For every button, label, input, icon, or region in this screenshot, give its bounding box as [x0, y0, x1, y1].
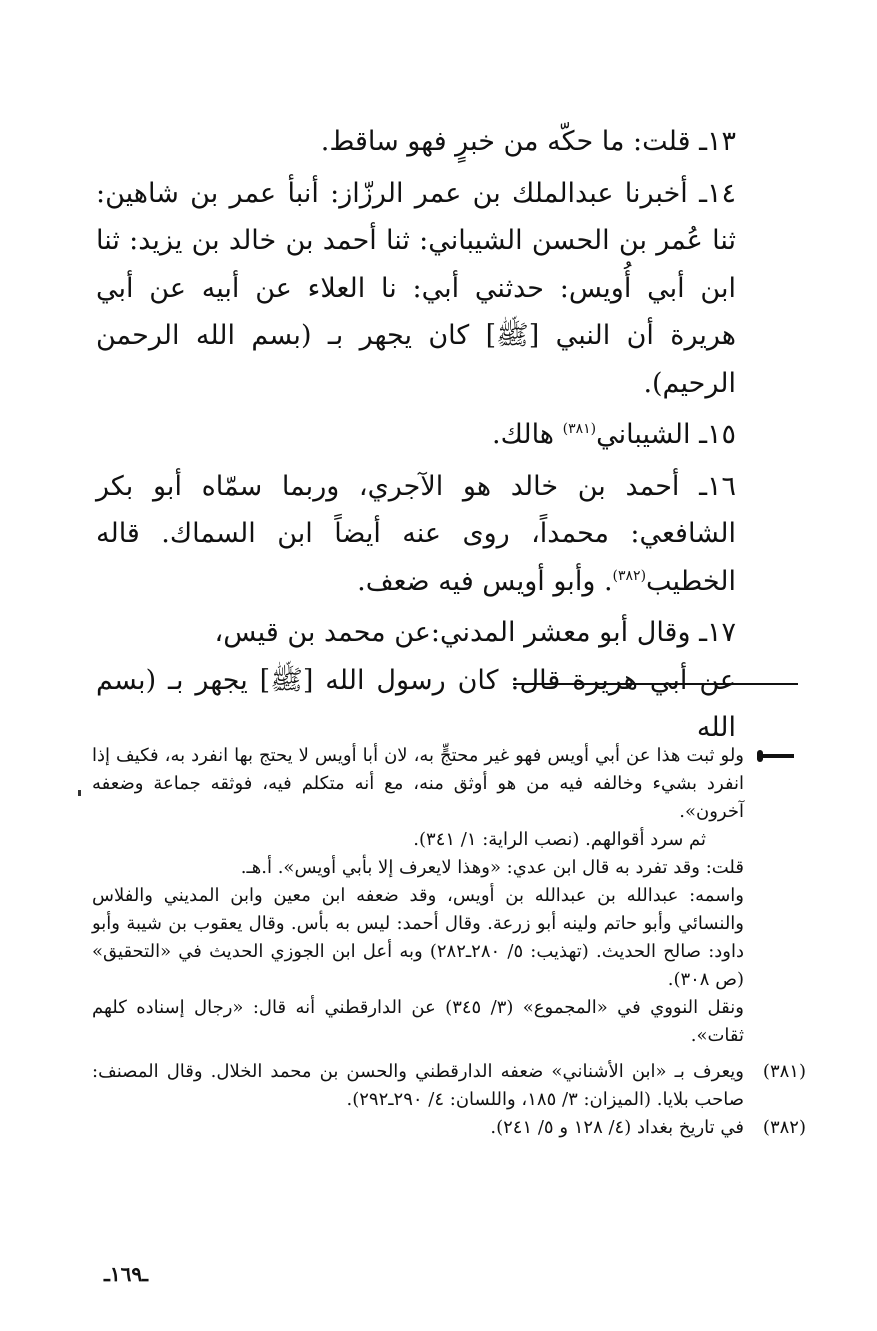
margin-mark — [78, 790, 81, 796]
page-number: ـ١٦٩ـ — [104, 1262, 148, 1286]
footnote-ref-382[interactable]: (٣٨٢) — [612, 567, 647, 584]
note-ibn-adi: قلت: وقد تفرد به قال ابن عدي: «وهذا لايعرف إلا بأبي أويس». أ.هـ. — [240, 857, 744, 878]
footnotes — [92, 742, 806, 1142]
footnote-381 — [92, 1058, 806, 1114]
paragraph-14: ١٤ـ أخبرنا عبدالملك بن عمر الرزّاز: أنبأ عمر بن شاهين: ثنا عُمر بن الحسن الشيباني: ثنا أحمد بن خالد بن يزيد: ثنا ابن أبي أُويس: حدثني أبي: نا العلاء عن أبيه عن أبي هريرة أن النبي [ﷺ] كان يجهر بـ (بسم الله الرحمن الرحيم). — [96, 177, 736, 399]
main-text — [96, 118, 736, 752]
paragraph-13: ١٣ـ قلت: ما حكّه من خبرٍ فهو ساقط. — [320, 126, 736, 157]
paragraph-17 — [96, 609, 736, 752]
paragraph-17-line-1: ١٧ـ وقال أبو معشر المدني:عن محمد بن قيس، — [214, 617, 736, 648]
note-nawawi: ونقل النووي في «المجموع» (٣/ ٣٤٥) عن الدارقطني أنه قال: «رجال إسناده كلهم ثقات». — [92, 997, 744, 1046]
footnote-separator — [513, 683, 798, 685]
footnote-381-text: ويعرف بـ «ابن الأشناني» ضعفه الدارقطني والحسن بن محمد الخلال. وقال المصنف: صاحب بلايا. (الميزان: ٣/ ١٨٥، واللسان: ٤/ ٢٩٠ـ٢٩٢). — [92, 1061, 744, 1110]
footnote-382 — [92, 1114, 806, 1142]
paragraph-17-line-2: عن أبي هريرة قال: كان رسول الله [ﷺ] يجهر بـ (بسم الله — [96, 664, 736, 743]
paragraph-16 — [96, 463, 736, 606]
footnote-382-text: في تاريخ بغداد (٤/ ١٢٨ و ٥/ ٢٤١). — [490, 1117, 744, 1138]
note-continued-quote: ولو ثبت هذا عن أبي أويس فهو غير محتجٍّ به، لان أبا أويس لا يحتج بها انفرد به، فكيف إذا انفرد بشيء وخالفه فيه من هو أوثق منه، مع أنه متكلم فيه، فوثقه جماعة وضعفه آخرون». — [92, 745, 744, 822]
footnote-382-number: (٣٨٢) — [762, 1117, 806, 1138]
paragraph-15-tail: هالك. — [492, 419, 563, 450]
paragraph-16-text: ١٦ـ أحمد بن خالد هو الآجري، وربما سمّاه أبو بكر الشافعي: محمداً، روى عنه أيضاً ابن السماك. قاله الخطيب — [96, 470, 736, 597]
footnote-381-number: (٣٨١) — [762, 1061, 806, 1082]
note-name-grading: واسمه: عبدالله بن عبدالله بن أويس، وقد ضعفه ابن معين وابن المديني والفلاس والنسائي وأبو حاتم ولينه أبو زرعة. وقال أحمد: ليس به بأس. وقال يعقوب بن شيبة وأبو داود: صالح الحديث. (تهذيب: ٥/ ٢٨٠ـ٢٨٢) وبه أعل ابن الجوزي الحديث في «التحقيق» (ص ٣٠٨). — [92, 885, 744, 990]
note-narration-list: ثم سرد أقوالهم. (نصب الراية: ١/ ٣٤١). — [413, 829, 706, 850]
paragraph-15-text: ١٥ـ الشيباني — [596, 419, 736, 450]
paragraph-15 — [96, 411, 736, 459]
paragraph-16-tail: . وأبو أويس فيه ضعف. — [357, 565, 613, 597]
footnote-ref-381[interactable]: (٣٨١) — [562, 421, 597, 437]
